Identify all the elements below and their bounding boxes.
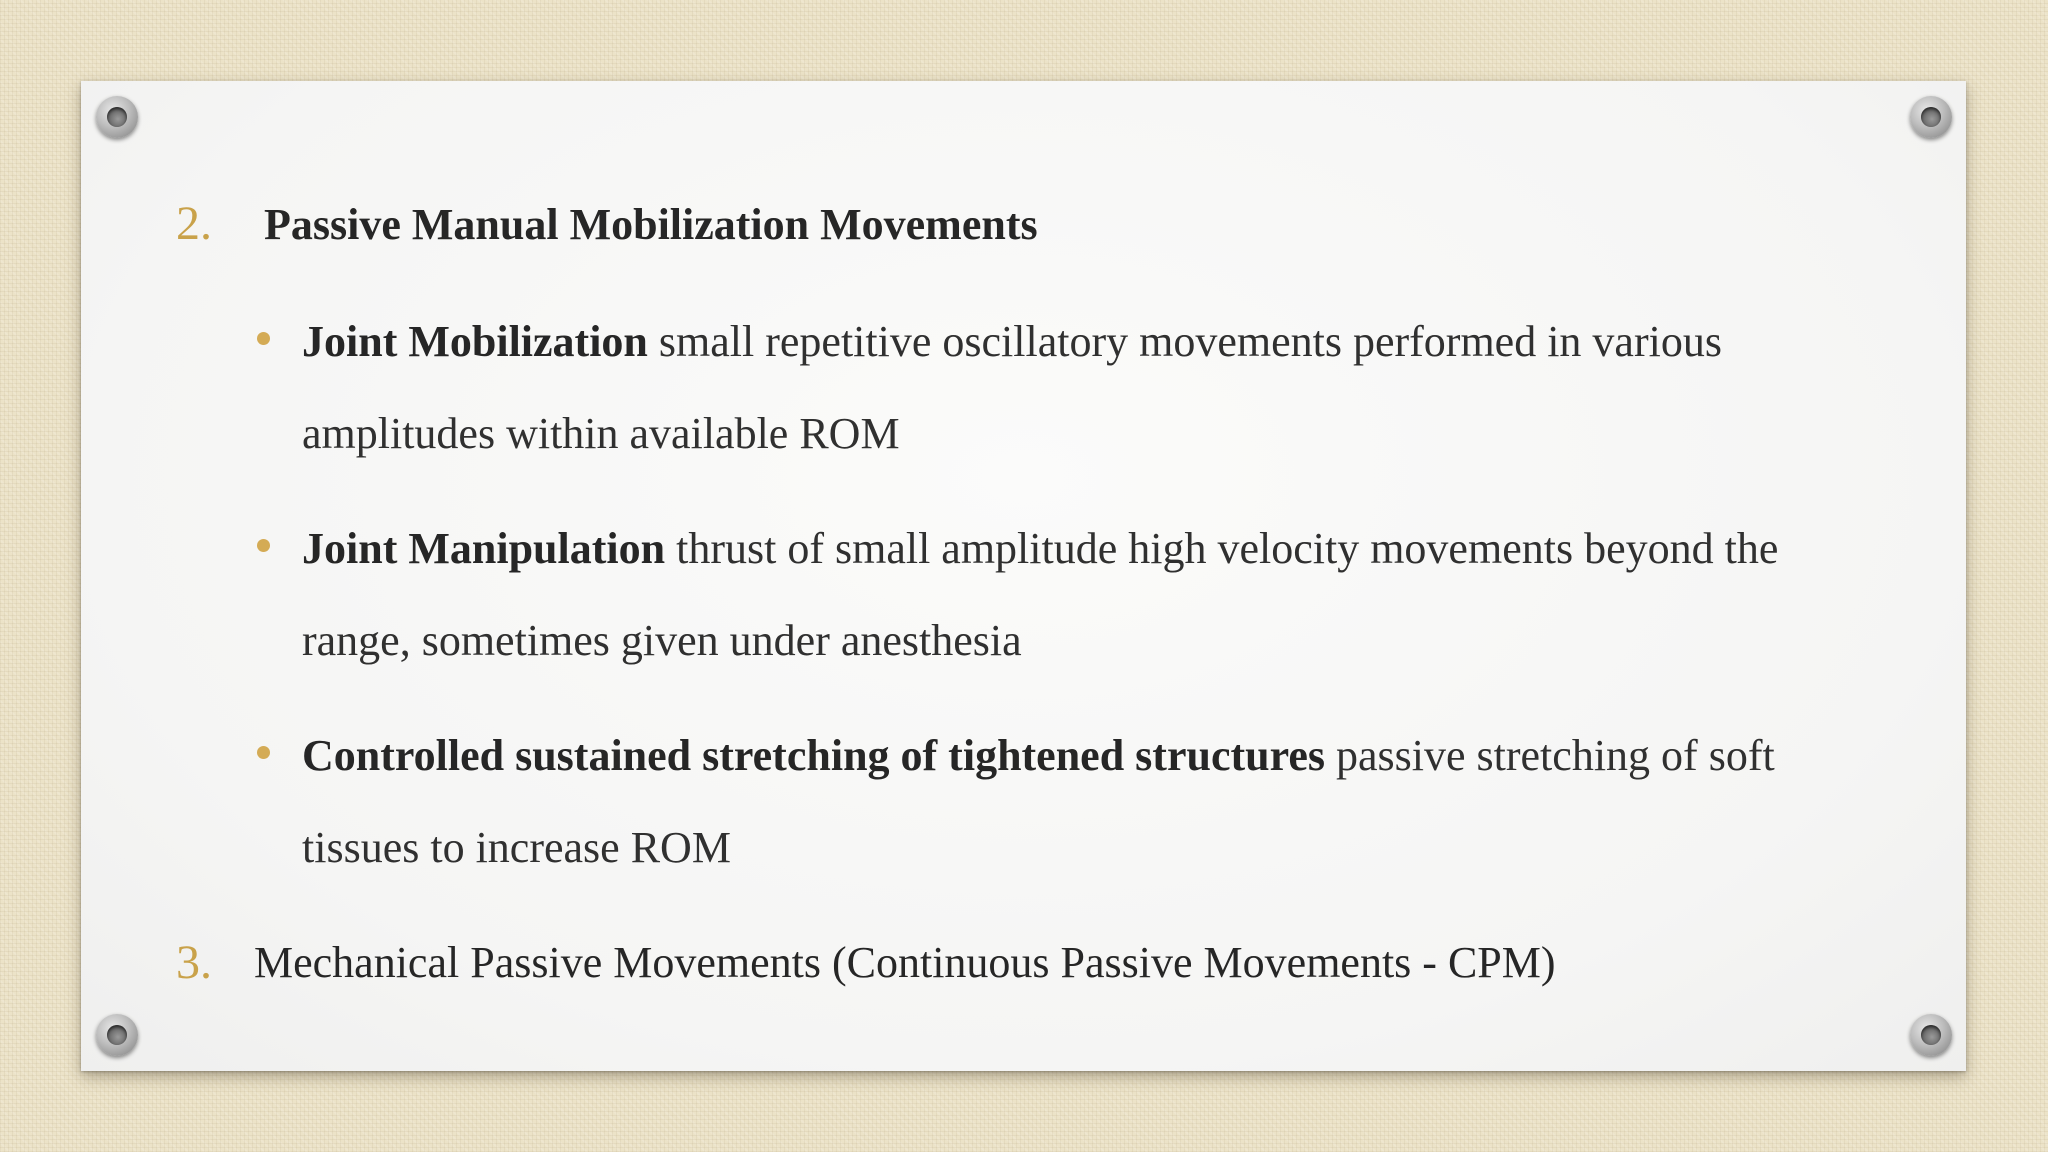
bullet-joint-manipulation xyxy=(302,503,1882,687)
bullet-term: Joint Mobilization xyxy=(302,317,648,366)
bullet-description: thrust of small amplitude high velocity movements beyond the range, sometimes given under anesthesia xyxy=(302,524,1779,665)
grommet-top-left-icon xyxy=(96,96,138,138)
bullet-description: small repetitive oscillatory movements performed in various amplitudes within available ROM xyxy=(302,317,1722,458)
bullet-description: passive stretching of soft tissues to increase ROM xyxy=(302,731,1775,872)
bullet-controlled-stretching xyxy=(302,710,1882,894)
section-heading-passive-manual: Passive Manual Mobilization Movements xyxy=(264,200,1038,249)
bullet-term: Controlled sustained stretching of tightened structures xyxy=(302,731,1325,780)
bullet-joint-mobilization xyxy=(302,296,1882,480)
bullet-dot-icon xyxy=(257,746,270,759)
list-number-3: 3. xyxy=(176,936,212,989)
list-number-2: 2. xyxy=(176,197,212,250)
grommet-top-right-icon xyxy=(1910,96,1952,138)
bullet-dot-icon xyxy=(257,332,270,345)
section-heading-mechanical: Mechanical Passive Movements (Continuous Passive Movements - CPM) xyxy=(254,938,1556,987)
grommet-bottom-left-icon xyxy=(96,1014,138,1056)
bullet-term: Joint Manipulation xyxy=(302,524,666,573)
grommet-bottom-right-icon xyxy=(1910,1014,1952,1056)
bullet-dot-icon xyxy=(257,539,270,552)
